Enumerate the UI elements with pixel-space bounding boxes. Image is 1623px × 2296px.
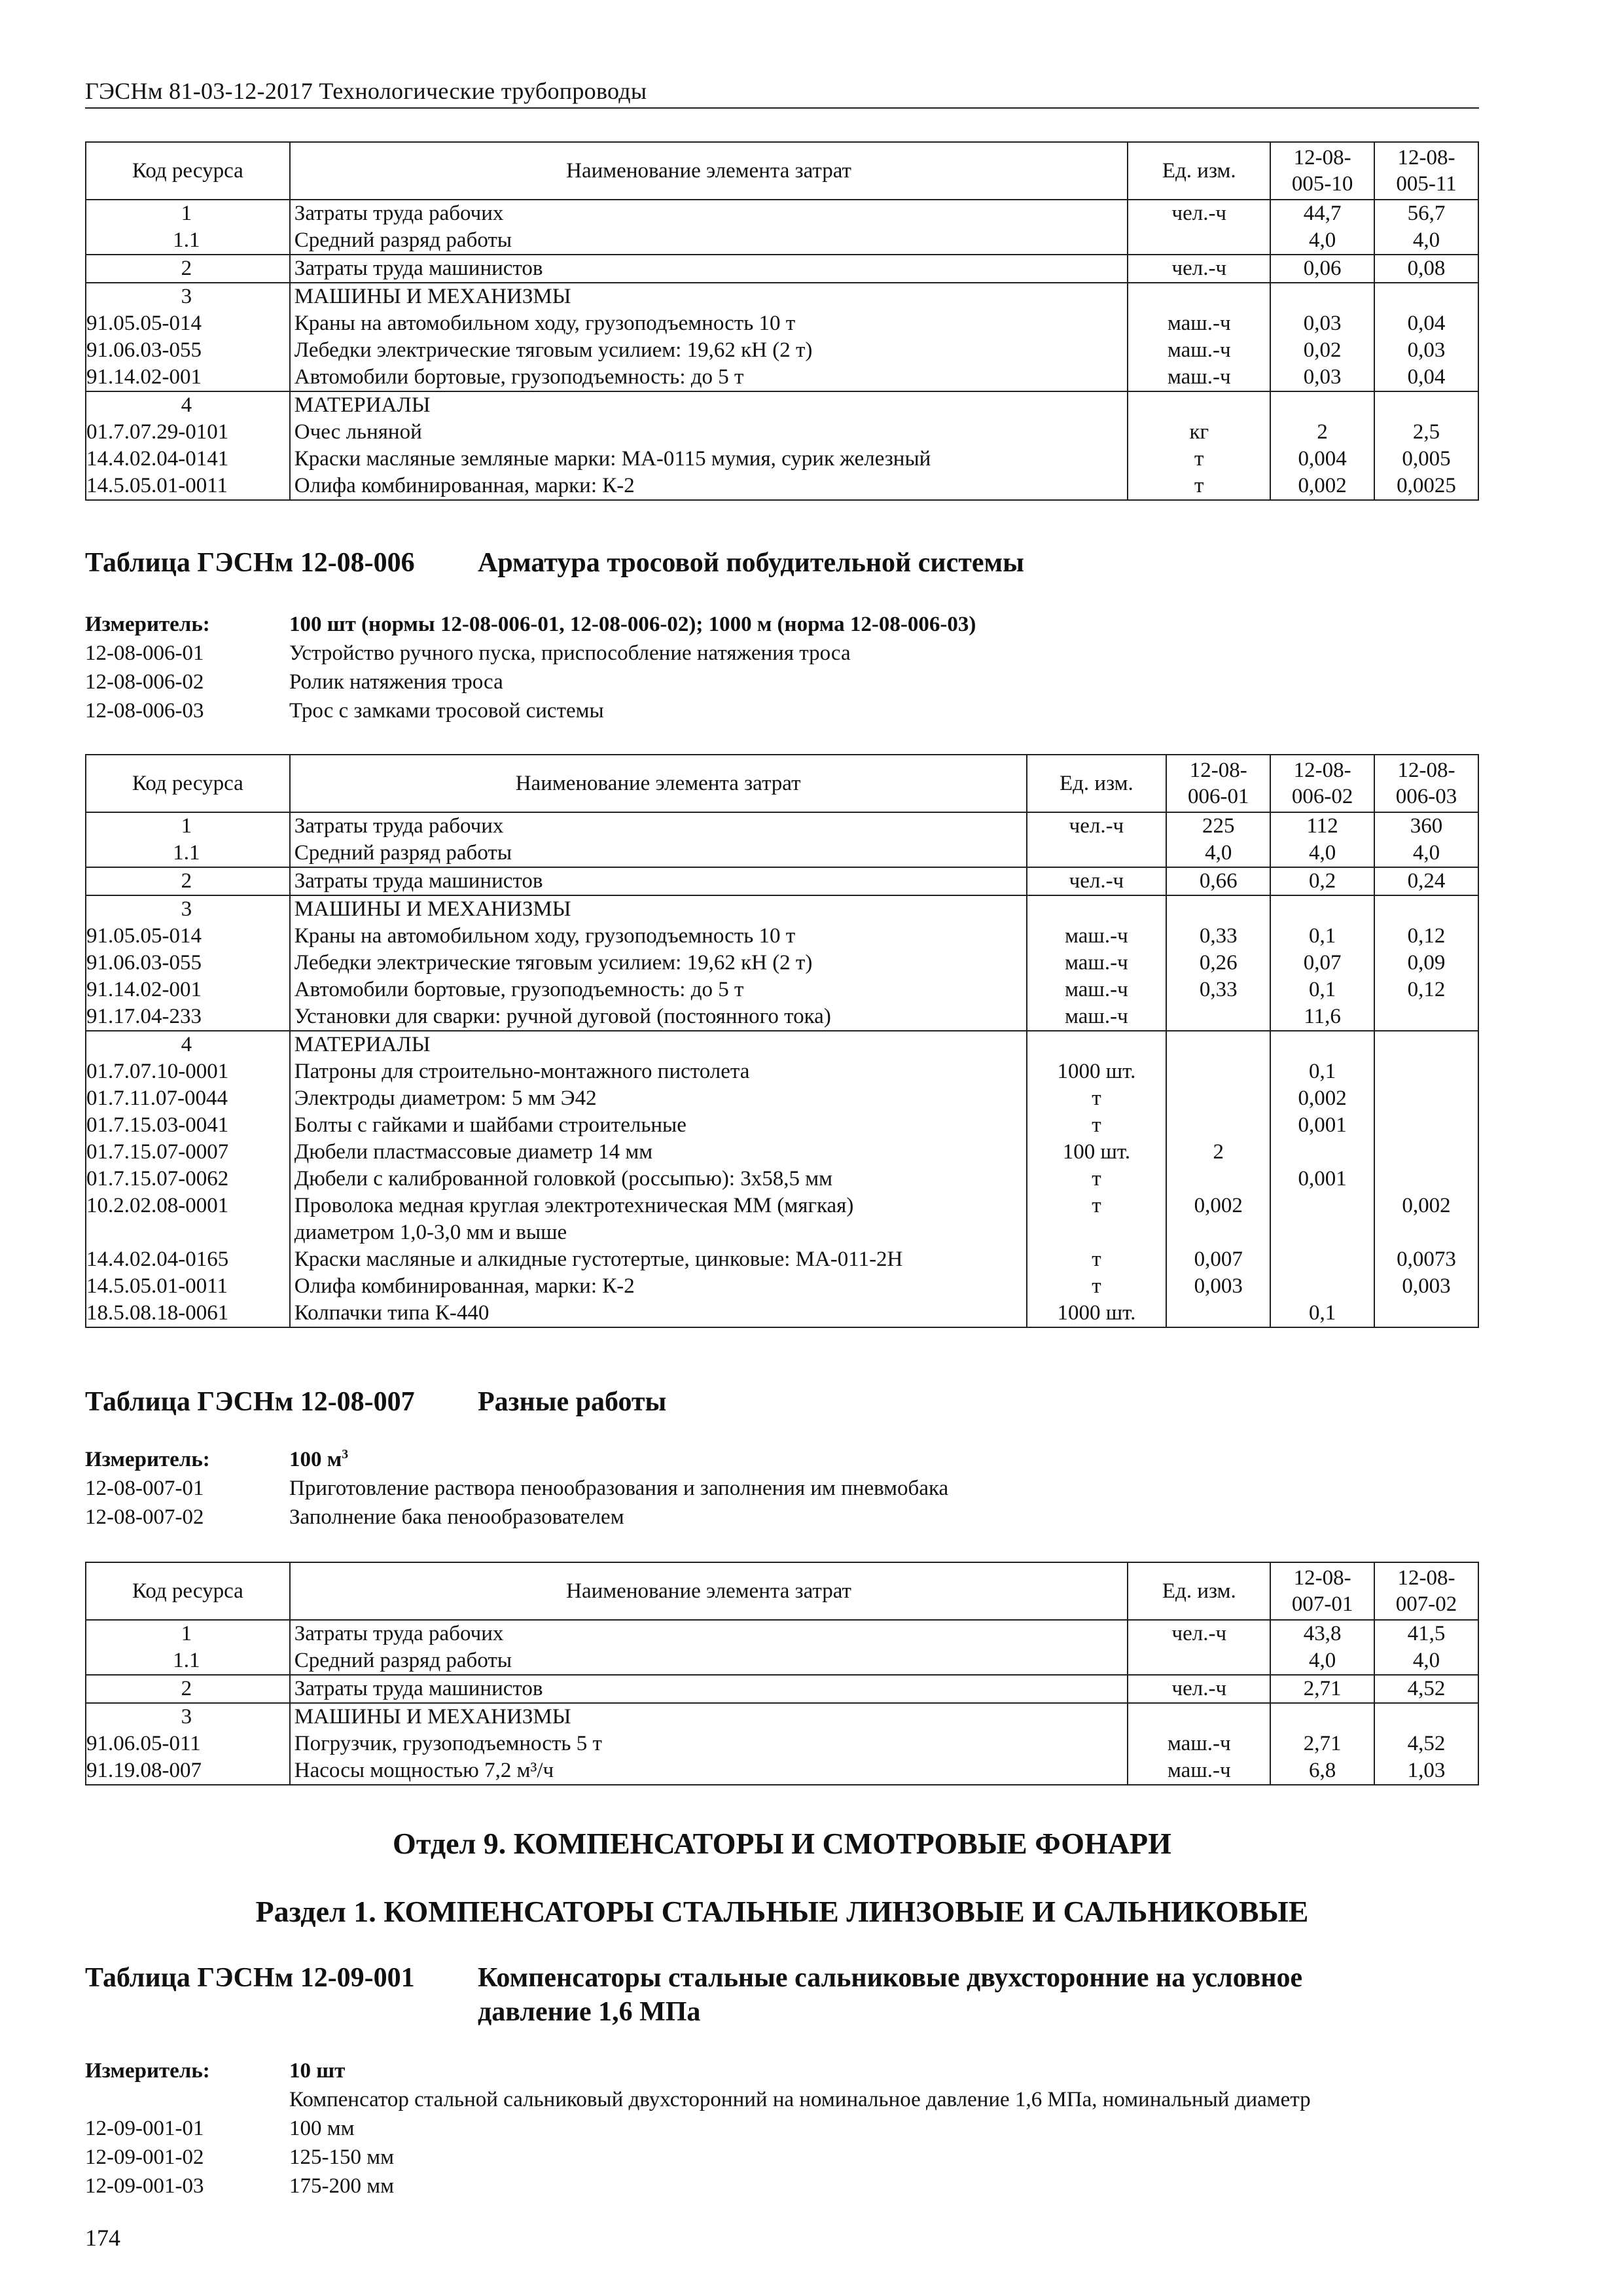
cost-element-name: Насосы мощностью 7,2 м³/ч — [290, 1757, 1128, 1785]
unit: маш.-ч — [1128, 337, 1270, 364]
cost-element-name: Средний разряд работы — [290, 840, 1027, 867]
unit: т — [1027, 1166, 1167, 1193]
norm-value: 4,0 — [1374, 227, 1478, 255]
cost-element-name: Краны на автомобильном ходу, грузоподъемность 10 т — [290, 923, 1027, 950]
norm-value — [1270, 1246, 1374, 1273]
norm-value: 0,001 — [1270, 1166, 1374, 1193]
norm-value: 0,003 — [1374, 1273, 1478, 1300]
resource-code: 01.7.15.07-0007 — [86, 1139, 290, 1166]
resource-table-12-08-007 — [85, 1562, 1479, 1785]
unit: маш.-ч — [1128, 310, 1270, 337]
col-header-code: Код ресурса — [86, 1562, 290, 1620]
cost-element-name: МАТЕРИАЛЫ — [290, 391, 1128, 419]
col-header-norm: 12-08- 006-02 — [1270, 755, 1374, 812]
table-row — [86, 1300, 1478, 1327]
resource-code: 10.2.02.08-0001 — [86, 1193, 290, 1219]
resource-code — [86, 1219, 290, 1246]
norm-value: 2,5 — [1374, 419, 1478, 446]
unit: т — [1027, 1112, 1167, 1139]
unit: 1000 шт. — [1027, 1058, 1167, 1085]
table-row — [86, 473, 1478, 500]
unit — [1128, 283, 1270, 310]
col-header-unit: Ед. изм. — [1128, 1562, 1270, 1620]
page-number: 174 — [85, 2225, 120, 2251]
unit — [1128, 227, 1270, 255]
norm-value — [1374, 1703, 1478, 1731]
norm-value — [1166, 895, 1270, 923]
table-row — [86, 1246, 1478, 1273]
table-row — [86, 1620, 1478, 1647]
cost-element-name: Затраты труда машинистов — [290, 1675, 1128, 1703]
table-row — [86, 283, 1478, 310]
col-header-name: Наименование элемента затрат — [290, 142, 1128, 200]
running-header: ГЭСНм 81-03-12-2017 Технологические трубопроводы — [85, 78, 647, 104]
table-name: Разные работы — [478, 1387, 667, 1417]
table-row — [86, 1139, 1478, 1166]
resource-code: 14.4.02.04-0165 — [86, 1246, 290, 1273]
col-header-name: Наименование элемента затрат — [290, 1562, 1128, 1620]
norm-code: 12-09-001-02 — [85, 2145, 204, 2169]
norm-value: 0,12 — [1374, 977, 1478, 1003]
cost-element-name: Краны на автомобильном ходу, грузоподъемность 10 т — [290, 310, 1128, 337]
norm-value — [1166, 1300, 1270, 1327]
meter-value: 100 шт (нормы 12-08-006-01, 12-08-006-02); 1000 м (норма 12-08-006-03) — [289, 613, 976, 636]
unit: чел.-ч — [1027, 867, 1167, 895]
cost-element-name: Олифа комбинированная, марки: К-2 — [290, 473, 1128, 500]
resource-code: 91.19.08-007 — [86, 1757, 290, 1785]
resource-code: 1.1 — [86, 1647, 290, 1675]
norm-code: 12-08-006-03 — [85, 699, 204, 723]
unit — [1027, 1219, 1167, 1246]
norm-value: 0,33 — [1166, 977, 1270, 1003]
norm-value — [1270, 1219, 1374, 1246]
col-header-norm: 12-08- 005-10 — [1270, 142, 1374, 200]
norm-value: 0,04 — [1374, 310, 1478, 337]
norm-value: 0,004 — [1270, 446, 1374, 473]
meter-label: Измеритель: — [85, 613, 210, 636]
col-header-norm: 12-08- 007-01 — [1270, 1562, 1374, 1620]
unit: т — [1128, 473, 1270, 500]
unit: т — [1027, 1085, 1167, 1112]
norm-value — [1270, 1193, 1374, 1219]
norm-code: 12-09-001-03 — [85, 2174, 204, 2198]
norm-value: 0,002 — [1270, 1085, 1374, 1112]
norm-code: 12-08-007-01 — [85, 1477, 204, 1500]
resource-code: 14.5.05.01-0011 — [86, 1273, 290, 1300]
resource-code: 91.06.03-055 — [86, 950, 290, 977]
norm-value: 4,0 — [1270, 840, 1374, 867]
table-row — [86, 1675, 1478, 1703]
table-row — [86, 1731, 1478, 1757]
meter-label: Измеритель: — [85, 1448, 210, 1471]
cost-element-name: МАШИНЫ И МЕХАНИЗМЫ — [290, 1703, 1128, 1731]
unit: т — [1027, 1273, 1167, 1300]
table-row — [86, 255, 1478, 283]
table-title-12-09-001 — [85, 1961, 1302, 2029]
norm-value: 0,2 — [1270, 867, 1374, 895]
unit — [1027, 840, 1167, 867]
norm-value — [1374, 1166, 1478, 1193]
col-header-name: Наименование элемента затрат — [290, 755, 1027, 812]
norm-value — [1270, 391, 1374, 419]
norm-value: 0,007 — [1166, 1246, 1270, 1273]
norm-value: 112 — [1270, 812, 1374, 840]
unit — [1027, 1031, 1167, 1058]
norm-value — [1166, 1003, 1270, 1031]
norm-value — [1374, 895, 1478, 923]
col-header-norm: 12-08- 007-02 — [1374, 1562, 1478, 1620]
norm-value — [1166, 1219, 1270, 1246]
norm-value — [1166, 1058, 1270, 1085]
table-row — [86, 1647, 1478, 1675]
unit: кг — [1128, 419, 1270, 446]
col-header-norm: 12-08- 006-03 — [1374, 755, 1478, 812]
resource-code: 3 — [86, 895, 290, 923]
norm-text: Приготовление раствора пенообразования и заполнения им пневмобака — [289, 1477, 949, 1500]
norm-value: 2,71 — [1270, 1675, 1374, 1703]
norm-text: Трос с замками тросовой системы — [289, 699, 604, 723]
norm-text: Ролик натяжения троса — [289, 670, 503, 694]
norm-value: 225 — [1166, 812, 1270, 840]
norm-value: 0,33 — [1166, 923, 1270, 950]
cost-element-name: Болты с гайками и шайбами строительные — [290, 1112, 1027, 1139]
division-title: Отдел 9. КОМПЕНСАТОРЫ И СМОТРОВЫЕ ФОНАРИ — [393, 1827, 1171, 1860]
norm-code: 12-08-006-01 — [85, 641, 204, 665]
col-header-code: Код ресурса — [86, 755, 290, 812]
cost-element-name: Проволока медная круглая электротехническая ММ (мягкая) — [290, 1193, 1027, 1219]
norm-text: 100 мм — [289, 2117, 355, 2140]
norm-value: 0,002 — [1166, 1193, 1270, 1219]
cost-element-name: Затраты труда машинистов — [290, 867, 1027, 895]
resource-code: 1.1 — [86, 840, 290, 867]
table-row — [86, 1219, 1478, 1246]
norm-value — [1166, 1112, 1270, 1139]
norm-text: 175-200 мм — [289, 2174, 395, 2198]
resource-code: 1.1 — [86, 227, 290, 255]
norm-value: 43,8 — [1270, 1620, 1374, 1647]
norm-text: Устройство ручного пуска, приспособление натяжения троса — [289, 641, 851, 665]
cost-element-name: Очес льняной — [290, 419, 1128, 446]
meter-block-12-08-007 — [85, 1445, 948, 1532]
cost-element-name: Краски масляные земляные марки: МА-0115 мумия, сурик железный — [290, 446, 1128, 473]
cost-element-name: Погрузчик, грузоподъемность 5 т — [290, 1731, 1128, 1757]
norm-value: 6,8 — [1270, 1757, 1374, 1785]
table-row — [86, 867, 1478, 895]
cost-element-name: Средний разряд работы — [290, 227, 1128, 255]
table-row — [86, 227, 1478, 255]
table-number: Таблица ГЭСНм 12-09-001 — [85, 1963, 415, 1993]
norm-value: 0,02 — [1270, 337, 1374, 364]
norm-value: 0,03 — [1270, 310, 1374, 337]
unit — [1128, 391, 1270, 419]
resource-code: 91.17.04-233 — [86, 1003, 290, 1031]
col-header-norm: 12-08- 006-01 — [1166, 755, 1270, 812]
col-header-unit: Ед. изм. — [1027, 755, 1167, 812]
norm-value — [1374, 391, 1478, 419]
meter-label: Измеритель: — [85, 2059, 210, 2083]
norm-code: 12-08-006-02 — [85, 670, 204, 694]
cost-element-name: Затраты труда рабочих — [290, 812, 1027, 840]
table-row — [86, 391, 1478, 419]
col-header-unit: Ед. изм. — [1128, 142, 1270, 200]
norm-value — [1270, 1703, 1374, 1731]
norm-value: 0,66 — [1166, 867, 1270, 895]
table-row — [86, 1031, 1478, 1058]
resource-code: 2 — [86, 255, 290, 283]
norm-value: 0,005 — [1374, 446, 1478, 473]
norm-value: 0,1 — [1270, 1300, 1374, 1327]
cost-element-name: Автомобили бортовые, грузоподъемность: до 5 т — [290, 364, 1128, 391]
table-row — [86, 1003, 1478, 1031]
resource-code: 01.7.15.07-0062 — [86, 1166, 290, 1193]
table-row — [86, 364, 1478, 391]
norm-value: 44,7 — [1270, 200, 1374, 227]
cost-element-name: Колпачки типа К-440 — [290, 1300, 1027, 1327]
resource-code: 1 — [86, 1620, 290, 1647]
norm-value — [1270, 1031, 1374, 1058]
unit: т — [1027, 1193, 1167, 1219]
unit: маш.-ч — [1027, 977, 1167, 1003]
table-row — [86, 310, 1478, 337]
table-row — [86, 1058, 1478, 1085]
resource-table-12-08-005 — [85, 141, 1479, 501]
cost-element-name: Лебедки электрические тяговым усилием: 19,62 кН (2 т) — [290, 950, 1027, 977]
norm-value — [1374, 283, 1478, 310]
norm-text: Заполнение бака пенообразователем — [289, 1505, 624, 1529]
table-row — [86, 419, 1478, 446]
norm-value — [1270, 1139, 1374, 1166]
table-row — [86, 812, 1478, 840]
table-row — [86, 1273, 1478, 1300]
header-rule — [85, 107, 1479, 109]
norm-value: 0,1 — [1270, 923, 1374, 950]
resource-code: 91.06.05-011 — [86, 1731, 290, 1757]
table-row — [86, 977, 1478, 1003]
resource-code: 4 — [86, 391, 290, 419]
cost-element-name: Электроды диаметром: 5 мм Э42 — [290, 1085, 1027, 1112]
resource-table-12-08-006 — [85, 754, 1479, 1328]
resource-code: 2 — [86, 1675, 290, 1703]
norm-value: 0,1 — [1270, 1058, 1374, 1085]
cost-element-name: Дюбели пластмассовые диаметр 14 мм — [290, 1139, 1027, 1166]
resource-code: 91.05.05-014 — [86, 923, 290, 950]
cost-element-name: Дюбели с калиброванной головкой (россыпью): 3х58,5 мм — [290, 1166, 1027, 1193]
meter-block-12-09-001 — [85, 2056, 1311, 2200]
cost-element-name: Затраты труда рабочих — [290, 1620, 1128, 1647]
norm-value: 0,1 — [1270, 977, 1374, 1003]
unit: чел.-ч — [1128, 1620, 1270, 1647]
cost-element-name: Затраты труда машинистов — [290, 255, 1128, 283]
norm-value — [1166, 1085, 1270, 1112]
norm-value: 4,52 — [1374, 1731, 1478, 1757]
table-row — [86, 1112, 1478, 1139]
unit: маш.-ч — [1027, 1003, 1167, 1031]
cost-element-name: Краски масляные и алкидные густотертые, цинковые: МА-011-2Н — [290, 1246, 1027, 1273]
unit: чел.-ч — [1128, 1675, 1270, 1703]
table-title-12-08-006 — [85, 547, 1024, 579]
table-row — [86, 337, 1478, 364]
meter-value: 100 $м^3$ — [289, 1447, 349, 1471]
cost-element-name: диаметром 1,0-3,0 мм и выше — [290, 1219, 1027, 1246]
resource-code: 01.7.07.29-0101 — [86, 419, 290, 446]
norm-value: 0,003 — [1166, 1273, 1270, 1300]
norm-value — [1374, 1139, 1478, 1166]
norm-value — [1270, 283, 1374, 310]
cost-element-name: Затраты труда рабочих — [290, 200, 1128, 227]
resource-code: 1 — [86, 200, 290, 227]
resource-code: 3 — [86, 1703, 290, 1731]
unit: т — [1128, 446, 1270, 473]
cost-element-name: МАШИНЫ И МЕХАНИЗМЫ — [290, 895, 1027, 923]
resource-code: 01.7.15.03-0041 — [86, 1112, 290, 1139]
norm-value: 56,7 — [1374, 200, 1478, 227]
resource-code: 01.7.11.07-0044 — [86, 1085, 290, 1112]
cost-element-name: Олифа комбинированная, марки: К-2 — [290, 1273, 1027, 1300]
cost-element-name: Лебедки электрические тяговым усилием: 19,62 кН (2 т) — [290, 337, 1128, 364]
col-header-norm: 12-08- 005-11 — [1374, 142, 1478, 200]
norm-value: 11,6 — [1270, 1003, 1374, 1031]
table-row — [86, 895, 1478, 923]
meter-block-12-08-006 — [85, 610, 976, 725]
norm-value — [1166, 1166, 1270, 1193]
cost-element-name: Средний разряд работы — [290, 1647, 1128, 1675]
norm-value: 0,0025 — [1374, 473, 1478, 500]
table-number: Таблица ГЭСНм 12-08-007 — [85, 1387, 415, 1417]
norm-value — [1374, 1085, 1478, 1112]
table-row — [86, 1757, 1478, 1785]
resource-code: 14.4.02.04-0141 — [86, 446, 290, 473]
unit: т — [1027, 1246, 1167, 1273]
table-row — [86, 446, 1478, 473]
norm-value: 360 — [1374, 812, 1478, 840]
unit: маш.-ч — [1027, 923, 1167, 950]
resource-code: 4 — [86, 1031, 290, 1058]
norm-value: 4,0 — [1166, 840, 1270, 867]
norm-value — [1270, 1273, 1374, 1300]
unit — [1027, 895, 1167, 923]
norm-value: 0,001 — [1270, 1112, 1374, 1139]
table-name-line2: давление 1,6 МПа — [478, 1997, 701, 2027]
table-row — [86, 1193, 1478, 1219]
unit: маш.-ч — [1027, 950, 1167, 977]
norm-value: 0,09 — [1374, 950, 1478, 977]
norm-value — [1374, 1058, 1478, 1085]
resource-code: 3 — [86, 283, 290, 310]
resource-code: 91.14.02-001 — [86, 977, 290, 1003]
norm-value — [1374, 1003, 1478, 1031]
table-row — [86, 1085, 1478, 1112]
norm-value — [1374, 1219, 1478, 1246]
norm-value: 2 — [1270, 419, 1374, 446]
table-number: Таблица ГЭСНм 12-08-006 — [85, 548, 415, 578]
table-title-12-08-007 — [85, 1386, 666, 1418]
resource-code: 91.05.05-014 — [86, 310, 290, 337]
unit: маш.-ч — [1128, 364, 1270, 391]
norm-value: 0,08 — [1374, 255, 1478, 283]
norm-value: 4,0 — [1270, 1647, 1374, 1675]
table-row — [86, 923, 1478, 950]
norm-value: 0,26 — [1166, 950, 1270, 977]
norm-description: Компенсатор стальной сальниковый двухсторонний на номинальное давление 1,6 МПа, номинальный диаметр — [289, 2088, 1311, 2111]
unit: чел.-ч — [1027, 812, 1167, 840]
norm-text: 125-150 мм — [289, 2145, 395, 2169]
norm-value: 4,0 — [1270, 227, 1374, 255]
table-row — [86, 1703, 1478, 1731]
resource-code: 01.7.07.10-0001 — [86, 1058, 290, 1085]
table-row — [86, 840, 1478, 867]
col-header-code: Код ресурса — [86, 142, 290, 200]
norm-value — [1166, 1031, 1270, 1058]
unit: чел.-ч — [1128, 200, 1270, 227]
unit: 1000 шт. — [1027, 1300, 1167, 1327]
norm-value: 0,06 — [1270, 255, 1374, 283]
norm-value: 41,5 — [1374, 1620, 1478, 1647]
unit: маш.-ч — [1128, 1757, 1270, 1785]
cost-element-name: Установки для сварки: ручной дуговой (постоянного тока) — [290, 1003, 1027, 1031]
cost-element-name: Автомобили бортовые, грузоподъемность: до 5 т — [290, 977, 1027, 1003]
norm-value: 0,002 — [1374, 1193, 1478, 1219]
norm-code: 12-08-007-02 — [85, 1505, 204, 1529]
table-row — [86, 1166, 1478, 1193]
resource-code: 14.5.05.01-0011 — [86, 473, 290, 500]
norm-value: 4,52 — [1374, 1675, 1478, 1703]
norm-value: 0,0073 — [1374, 1246, 1478, 1273]
meter-value: 10 шт — [289, 2059, 346, 2083]
unit — [1128, 1703, 1270, 1731]
table-row — [86, 950, 1478, 977]
unit: 100 шт. — [1027, 1139, 1167, 1166]
norm-value: 0,002 — [1270, 473, 1374, 500]
norm-value — [1270, 895, 1374, 923]
resource-code: 91.06.03-055 — [86, 337, 290, 364]
section-title: Раздел 1. КОМПЕНСАТОРЫ СТАЛЬНЫЕ ЛИНЗОВЫЕ И САЛЬНИКОВЫЕ — [255, 1895, 1309, 1928]
norm-value: 4,0 — [1374, 840, 1478, 867]
cost-element-name: Патроны для строительно-монтажного пистолета — [290, 1058, 1027, 1085]
norm-value — [1374, 1031, 1478, 1058]
norm-value: 0,03 — [1270, 364, 1374, 391]
unit — [1128, 1647, 1270, 1675]
resource-code: 1 — [86, 812, 290, 840]
norm-value: 0,03 — [1374, 337, 1478, 364]
norm-code: 12-09-001-01 — [85, 2117, 204, 2140]
resource-code: 18.5.08.18-0061 — [86, 1300, 290, 1327]
table-name: Арматура тросовой побудительной системы — [478, 548, 1024, 578]
norm-value: 1,03 — [1374, 1757, 1478, 1785]
norm-value: 2,71 — [1270, 1731, 1374, 1757]
unit: чел.-ч — [1128, 255, 1270, 283]
norm-value: 0,24 — [1374, 867, 1478, 895]
cost-element-name: МАШИНЫ И МЕХАНИЗМЫ — [290, 283, 1128, 310]
cost-element-name: МАТЕРИАЛЫ — [290, 1031, 1027, 1058]
resource-code: 2 — [86, 867, 290, 895]
norm-value — [1374, 1112, 1478, 1139]
resource-code: 91.14.02-001 — [86, 364, 290, 391]
norm-value: 4,0 — [1374, 1647, 1478, 1675]
norm-value: 2 — [1166, 1139, 1270, 1166]
norm-value: 0,07 — [1270, 950, 1374, 977]
table-name-line1: Компенсаторы стальные сальниковые двухсторонние на условное — [478, 1963, 1303, 1993]
norm-value: 0,04 — [1374, 364, 1478, 391]
norm-value — [1374, 1300, 1478, 1327]
norm-value: 0,12 — [1374, 923, 1478, 950]
table-row — [86, 200, 1478, 227]
unit: маш.-ч — [1128, 1731, 1270, 1757]
